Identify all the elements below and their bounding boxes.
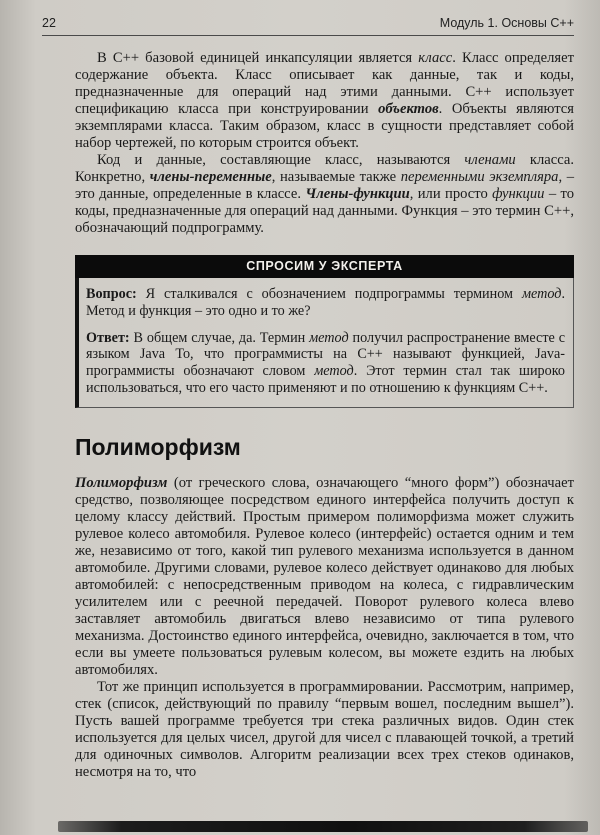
expert-answer: Ответ: В общем случае, да. Термин метод получил распространение вместе с языком Java То, что программисты на C++ называют функцией, Java-программисты обозначают словом метод. Этот термин стал так широко использоваться, что его часто применяют и по отношению к функциям C++.	[86, 329, 565, 396]
paragraph-polymorphism-intro: Полиморфизм (от греческого слова, означающего “много форм”) обозначает средство, позволяющее посредством единого интерфейса получить доступ к целому классу действий. Простым примером полиморфизма может служить рулевое колесо автомобиля. Рулевое колесо (интерфейс) остается одним и тем же, независимо от того, какой тип рулевого механизма используется в данном автомобиле. Другими словами, рулевое колесо действует одинаково для любых автомобилей: с непосредственным приводом на колеса, с гидравлическим усилителем или с реечной передачей. Поворот рулевого колеса влево заставляет автомобиль двигаться влево независимо от типа рулевого механизма. Достоинство единого интерфейса, очевидно, заключается в том, что если вы умеете пользоваться рулевым колесом, вы можете ездить на любых автомобилях.	[75, 474, 574, 678]
page-body	[75, 50, 574, 781]
ask-the-expert-box	[75, 255, 574, 408]
page-bottom-scan-artifact	[58, 821, 588, 832]
paragraph-stack-example: Тот же принцип используется в программировании. Рассмотрим, например, стек (список, действующий по правилу “первым вошел, последним вышел”). Пусть вашей программе требуется три стека различных видов. Один стек используется для целых чисел, другой для чисел с плавающей точкой, а третий для одиночных символов. Алгоритм реализации всех трех стеков одинаков, несмотря на то, что	[75, 678, 574, 780]
page-number: 22	[42, 16, 56, 30]
expert-question: Вопрос: Я сталкивался с обозначением подпрограммы термином метод. Метод и функция – это одно и то же?	[86, 286, 565, 319]
header-divider	[42, 35, 574, 36]
paragraph-encapsulation: В C++ базовой единицей инкапсуляции является класс. Класс определяет содержание объекта. Класс описывает как данные, так и коды, предназначенные для операций над этими данными. C++ использует спецификацию класса при конструировании объектов. Объекты являются экземплярами класса. Таким образом, класс в сущности представляет собой набор чертежей, по которым строится объект.	[75, 50, 574, 151]
expert-box-title: СПРОСИМ У ЭКСПЕРТА	[75, 255, 574, 278]
chapter-title: Модуль 1. Основы C++	[439, 16, 574, 30]
paragraph-class-members: Код и данные, составляющие класс, называются членами класса. Конкретно, члены-переменные, называемые также переменными экземпляра, – это данные, определенные в классе. Члены-функции, или просто функции – то коды, предназначенные для операций над данными. Функция – это термин C++, обозначающий подпрограмму.	[75, 152, 575, 236]
section-heading-polymorphism: Полиморфизм	[75, 433, 241, 460]
expert-box-body	[75, 278, 574, 408]
running-header	[42, 16, 574, 30]
